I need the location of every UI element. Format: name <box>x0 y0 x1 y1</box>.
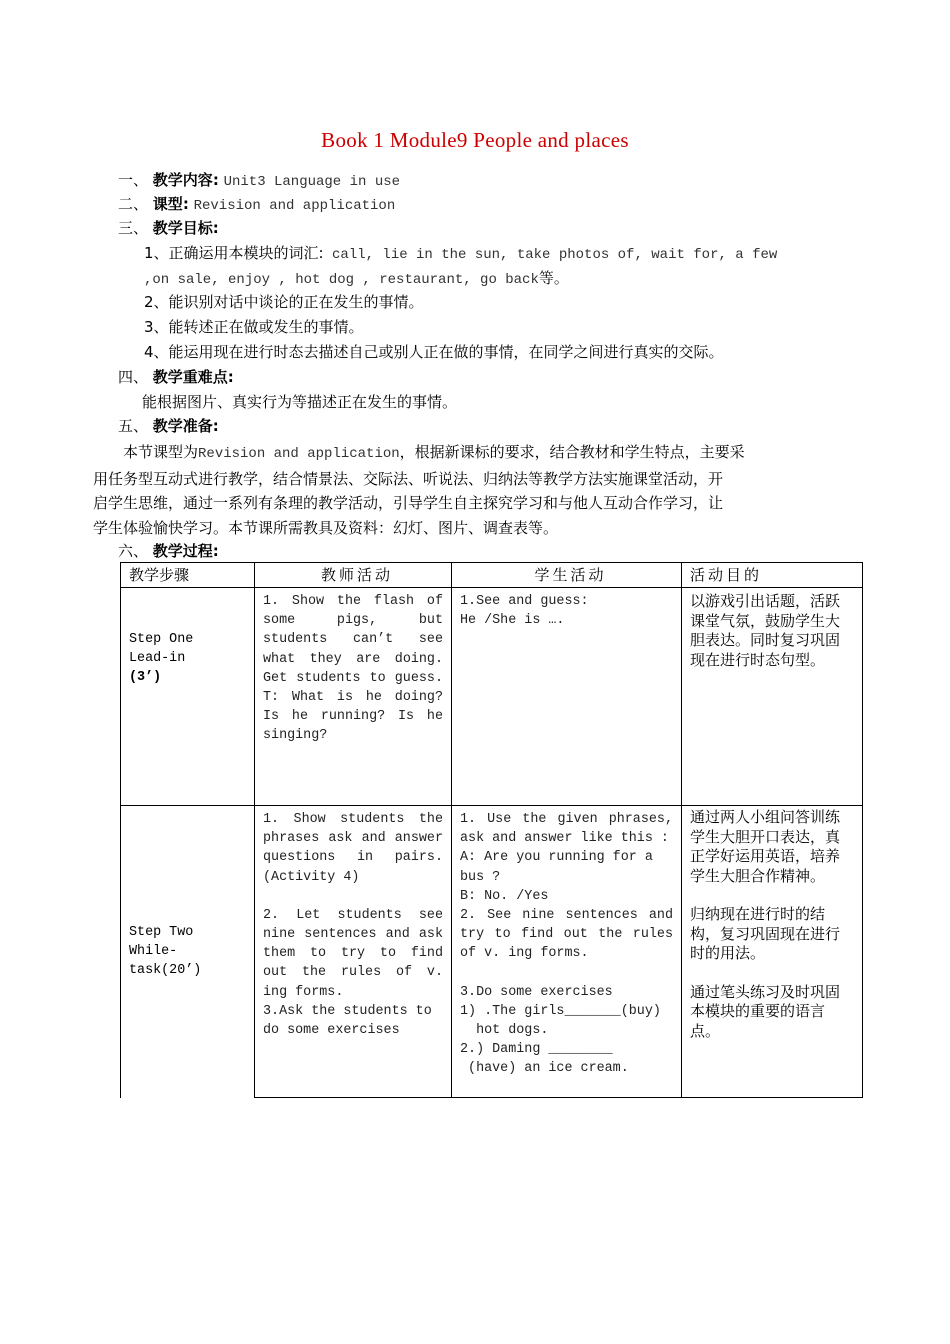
activity-purpose <box>682 806 863 1098</box>
goal-1-words-2: ,on sale, enjoy , hot dog , restaurant, go back <box>144 272 539 288</box>
prep-l1b: ，根据新课标的要求，结合教材和学生特点，主要采 <box>399 443 745 461</box>
goal-2: 2、能识别对话中谈论的正在发生的事情。 <box>144 293 424 311</box>
table-row <box>121 588 863 806</box>
section-content: 一、 教学内容: Unit3 Language in use <box>118 171 401 190</box>
step-time: (3’) <box>129 670 162 685</box>
section-num: 二、 <box>118 195 149 213</box>
section-num: 六、 <box>118 542 149 560</box>
teacher-p3: 3.Ask the students to do some exercises <box>263 1003 432 1039</box>
student-p7: hot dogs. <box>460 1023 549 1039</box>
student-activity <box>452 806 682 1098</box>
prep-l1-en: Revision and application <box>198 446 400 462</box>
section-label: 课型 <box>152 195 183 213</box>
step-one-cell <box>121 588 255 806</box>
step-time: task(20’) <box>129 963 202 979</box>
goal-3: 3、能转述正在做或发生的事情。 <box>144 318 364 336</box>
student-line: He /She is …. <box>460 613 565 629</box>
student-p6: 1) .The girls_______(buy) <box>460 1003 661 1019</box>
section-value: Unit3 Language in use <box>223 174 401 190</box>
header-student: 学生活动 <box>452 563 682 588</box>
section-value: Revision and application <box>193 198 396 214</box>
prep-l3: 启学生思维，通过一系列有条理的教学活动，引导学生自主探究学习和与他人互动合作学习，让 <box>93 494 724 512</box>
header-step: 教学步骤 <box>121 563 255 588</box>
teacher-activity <box>255 806 452 1098</box>
goal-1-prefix: 1、正确运用本模块的词汇: <box>144 244 324 262</box>
teacher-p1: 1. Show students the phrases ask and answer questions in pairs. (Activity 4) <box>263 812 443 885</box>
section-num: 五、 <box>118 417 149 435</box>
student-line: 1.See and guess: <box>460 594 589 609</box>
key-text: 能根据图片、真实行为等描述正在发生的事情。 <box>142 393 458 411</box>
section-num: 四、 <box>118 368 149 386</box>
section-type: 二、 课型: Revision and application <box>118 195 396 214</box>
header-purpose: 活动目的 <box>682 563 863 588</box>
section-prep <box>118 414 219 438</box>
student-activity <box>452 588 682 806</box>
section-goals <box>118 216 219 240</box>
section-label: 教学过程: <box>152 542 219 560</box>
prep-paragraph <box>93 440 813 540</box>
purpose-p2: 归纳现在进行时的结构，复习巩固现在进行时的用法。 <box>690 905 841 962</box>
goal-4: 4、能运用现在进行时态去描述自己或别人正在做的事情，在同学之间进行真实的交际。 <box>144 343 724 361</box>
purpose-text: 以游戏引出话题，活跃课堂气氛，鼓励学生大胆表达。同时复习巩固现在进行时态句型。 <box>690 592 841 669</box>
teacher-activity <box>255 588 452 806</box>
header-teacher: 教师活动 <box>255 563 452 588</box>
section-num: 三、 <box>118 219 149 237</box>
step-name: Step Two <box>129 925 194 941</box>
goal-1-suffix: 等。 <box>538 269 569 287</box>
goal-1-cont <box>144 266 569 292</box>
step-phase: Lead-in <box>129 651 186 666</box>
goal-1-words: call, lie in the sun, take photos of, wait for, a few <box>323 247 778 263</box>
purpose-p3: 通过笔头练习及时巩固本模块的重要的语言点。 <box>690 982 841 1040</box>
student-p4: 2. See nine sentences and try to find out the rules of v. ing forms. <box>460 908 673 962</box>
section-label: 教学准备: <box>152 417 219 435</box>
section-num: 一、 <box>118 171 149 189</box>
section-label: 教学内容 <box>152 171 213 189</box>
section-label: 教学目标: <box>152 219 219 237</box>
activity-purpose <box>682 588 863 806</box>
purpose-p1: 通过两人小组问答训练学生大胆开口表达，真正学好运用英语，培养学生大胆合作精神。 <box>690 808 841 885</box>
process-table <box>120 562 863 1098</box>
page-title: Book 1 Module9 People and places <box>321 128 629 152</box>
prep-l4: 学生体验愉快学习。本节课所需教具及资料：幻灯、图片、调查表等。 <box>93 518 559 537</box>
step-two-cell <box>121 806 255 1098</box>
section-key <box>118 365 234 389</box>
goal-1 <box>144 241 777 267</box>
section-label: 教学重难点: <box>152 368 234 386</box>
table-row <box>121 806 863 1098</box>
student-p8: 2.) Daming ________ <box>460 1042 613 1058</box>
teacher-text: 1. Show the flash of some pigs, but students can’t see what they are doing. Get students to guess. T: What is he doing? Is he running? Is he singing? <box>263 594 443 744</box>
step-name: Step One <box>129 632 194 647</box>
student-p1: 1. Use the given phrases, ask and answer like this : <box>460 812 673 847</box>
table-header-row <box>121 563 863 588</box>
prep-l1a: 本节课型为 <box>123 443 199 461</box>
student-p9: (have) an ice cream. <box>460 1061 629 1077</box>
teacher-p2: 2. Let students see nine sentences and ask them to try to find out the rules of v. ing forms. <box>263 907 443 1000</box>
section-process <box>118 539 219 563</box>
student-p5: 3.Do some exercises <box>460 984 613 1000</box>
student-p3: B: No. /Yes <box>460 888 549 904</box>
student-p2: A: Are you running for a bus ? <box>460 850 653 885</box>
step-phase: While- <box>129 944 178 960</box>
prep-l2: 用任务型互动式进行教学，结合情景法、交际法、听说法、归纳法等教学方法实施课堂活动，开 <box>93 469 724 488</box>
